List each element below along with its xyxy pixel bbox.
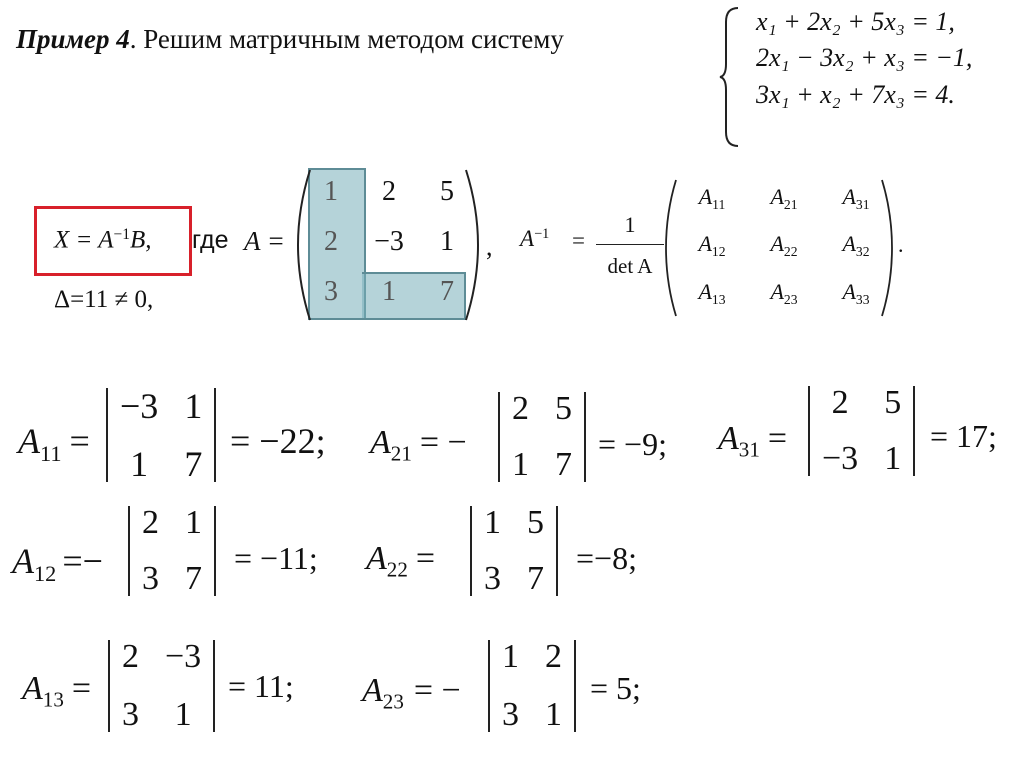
matrix-a-comma: ,: [486, 232, 493, 261]
solution-formula: [54, 226, 152, 255]
adjugate-cell: $A_{13}$: [698, 278, 726, 307]
formula-x: X = A: [54, 226, 114, 254]
example-text: . Решим матричным методом систему: [129, 24, 564, 54]
cofactor-a22-label: $A_{22}$ =: [366, 540, 436, 582]
cofactor-a21-determinant: 2 5 1 7: [498, 392, 586, 482]
cofactor-a31-result: = 17;: [930, 418, 997, 454]
adjugate-cell: $A_{23}$: [770, 278, 798, 307]
matrix-a-cell: 1: [324, 176, 338, 207]
system-brace: [718, 4, 742, 150]
fraction-denominator: det A: [607, 254, 653, 278]
cofactor-a12-label: $A_{12}$ =−: [12, 541, 103, 586]
adjugate-cell: $A_{31}$: [842, 184, 870, 212]
cofactor-a11-determinant: −3 1 1 7: [106, 388, 216, 482]
example-title: [16, 24, 564, 55]
adjugate-period: .: [898, 232, 904, 257]
inverse-equals: =: [572, 228, 585, 253]
inverse-a: A: [520, 226, 535, 251]
determinant-value: Δ=11 ≠ 0,: [54, 286, 154, 313]
matrix-a-cell: −3: [374, 226, 404, 257]
matrix-a-cell: 5: [440, 176, 454, 207]
where-word: где: [192, 226, 229, 254]
cofactor-a22-result: =−8;: [576, 540, 637, 576]
cofactor-a11-result: = −22;: [230, 421, 326, 461]
fraction-numerator: 1: [624, 212, 636, 237]
matrix-a: [302, 178, 476, 306]
cofactor-a13-determinant: 2 −3 3 1: [108, 640, 215, 732]
system-equations: [756, 4, 972, 113]
cofactor-a23-label: $A_{23}$ = −: [362, 672, 461, 714]
matrix-a-cell: 2: [324, 226, 338, 257]
cofactor-a12-result: = −11;: [234, 540, 318, 576]
cofactor-a21-result: = −9;: [598, 426, 667, 462]
formula-b: B,: [129, 226, 152, 254]
matrix-a-label: A =: [244, 226, 285, 256]
adjugate-cell: $A_{21}$: [770, 184, 798, 212]
equation-2: 2x₁ − 3x₂ + x₃ = −1,: [756, 43, 973, 73]
cofactor-a31-label: $A_{31}$ =: [718, 420, 788, 462]
matrix-a-cell: 3: [324, 276, 338, 307]
matrix-a-cell: 2: [382, 176, 396, 207]
adjugate-cell: $A_{12}$: [698, 231, 726, 260]
matrix-a-cell: 1: [382, 276, 396, 307]
cofactor-a22-determinant: 1 5 3 7: [470, 506, 558, 596]
cofactor-a31-determinant: 2 5 −3 1: [808, 386, 915, 476]
cofactor-a11-label: $A_{11}$ =: [18, 421, 90, 466]
equation-3: 3x₁ + x₂ + 7x₃ = 4.: [756, 79, 955, 109]
adjugate-cell: $A_{32}$: [842, 231, 870, 260]
fraction-bar: [596, 244, 664, 245]
cofactor-a23-result: = 5;: [590, 670, 641, 706]
inverse-label: [520, 226, 549, 252]
inverse-exp: −1: [534, 226, 550, 243]
cofactor-a23-determinant: 1 2 3 1: [488, 640, 576, 732]
adjugate-cell: $A_{11}$: [698, 184, 726, 212]
cofactor-a13-label: $A_{13}$ =: [22, 670, 92, 712]
formula-inverse-exp: −1: [113, 226, 130, 243]
cofactor-a12-determinant: 2 1 3 7: [128, 506, 216, 596]
adjugate-cell: $A_{22}$: [770, 231, 798, 260]
matrix-a-cell: 1: [440, 226, 454, 257]
matrix-a-cell: 7: [440, 276, 454, 307]
adjugate-matrix: [676, 186, 892, 306]
adjugate-cell: $A_{33}$: [842, 278, 870, 307]
cofactor-a13-result: = 11;: [228, 668, 294, 704]
example-label: Пример 4: [16, 24, 130, 54]
cofactor-a21-label: $A_{21}$ = −: [370, 424, 467, 466]
equation-1: x₁ + 2x₂ + 5x₃ = 1,: [756, 7, 955, 36]
